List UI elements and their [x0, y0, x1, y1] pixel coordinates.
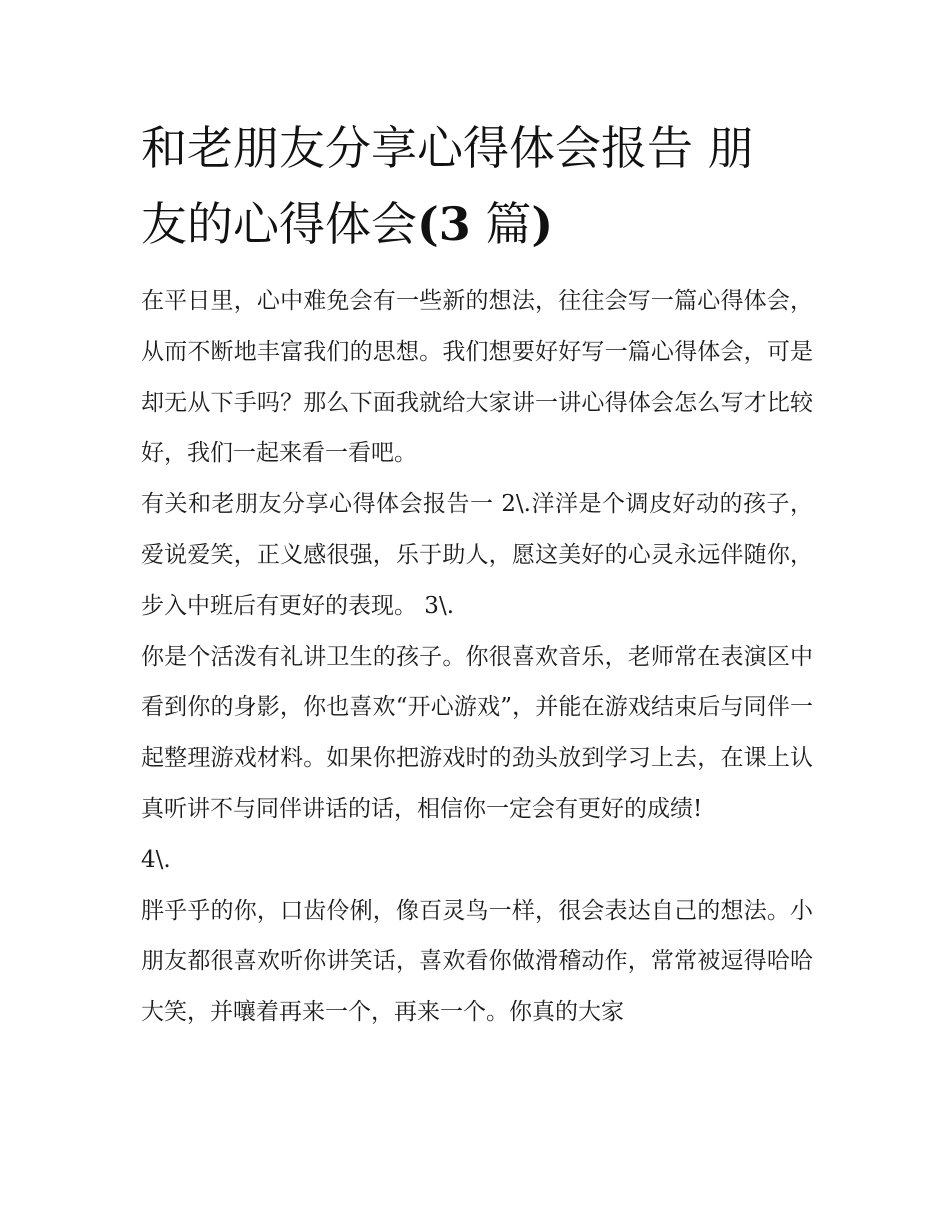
document-title: [141, 110, 813, 262]
title-line-2-count: (3: [417, 197, 471, 251]
paragraph-section-one: 有关和老朋友分享心得体会报告一 2\.洋洋是个调皮好动的孩子，爱说爱笑，正义感很强，乐于助人，愿这美好的心灵永远伴随你，步入中班后有更好的表现。 3\.: [141, 491, 813, 619]
paragraph-intro: 在平日里，心中难免会有一些新的想法，往往会写一篇心得体会，从而不断地丰富我们的思想。我们想要好好写一篇心得体会，可是却无从下手吗？那么下面我就给大家讲一讲心得体会怎么写才比较好，我们一起来看一看吧。: [141, 288, 813, 467]
paragraph-comment-4: 胖乎乎的你，口齿伶俐，像百灵鸟一样，很会表达自己的想法。小朋友都很喜欢听你讲笑话，喜欢看你做滑稽动作，常常被逗得哈哈大笑，并嚷着再来一个，再来一个。你真的大家: [141, 897, 813, 1026]
paragraph-comment-3: 你是个活泼有礼讲卫生的孩子。你很喜欢音乐，老师常在表演区中看到你的身影，你也喜欢“开心游戏”，并能在游戏结束后与同伴一起整理游戏材料。如果你把游戏时的劲头放到学习上去，在课上认真听讲不与同伴讲话的话，相信你一定会有更好的成绩!: [141, 643, 813, 822]
document-body: [141, 110, 813, 1038]
title-line-2-close: ): [531, 197, 554, 251]
paragraph-number-4: 4\.: [141, 846, 171, 873]
title-line-2-unit: 篇: [470, 197, 532, 251]
title-line-2-text: 友的心得体会: [141, 197, 417, 251]
title-line-1: 和老朋友分享心得体会报告 朋: [141, 121, 754, 175]
